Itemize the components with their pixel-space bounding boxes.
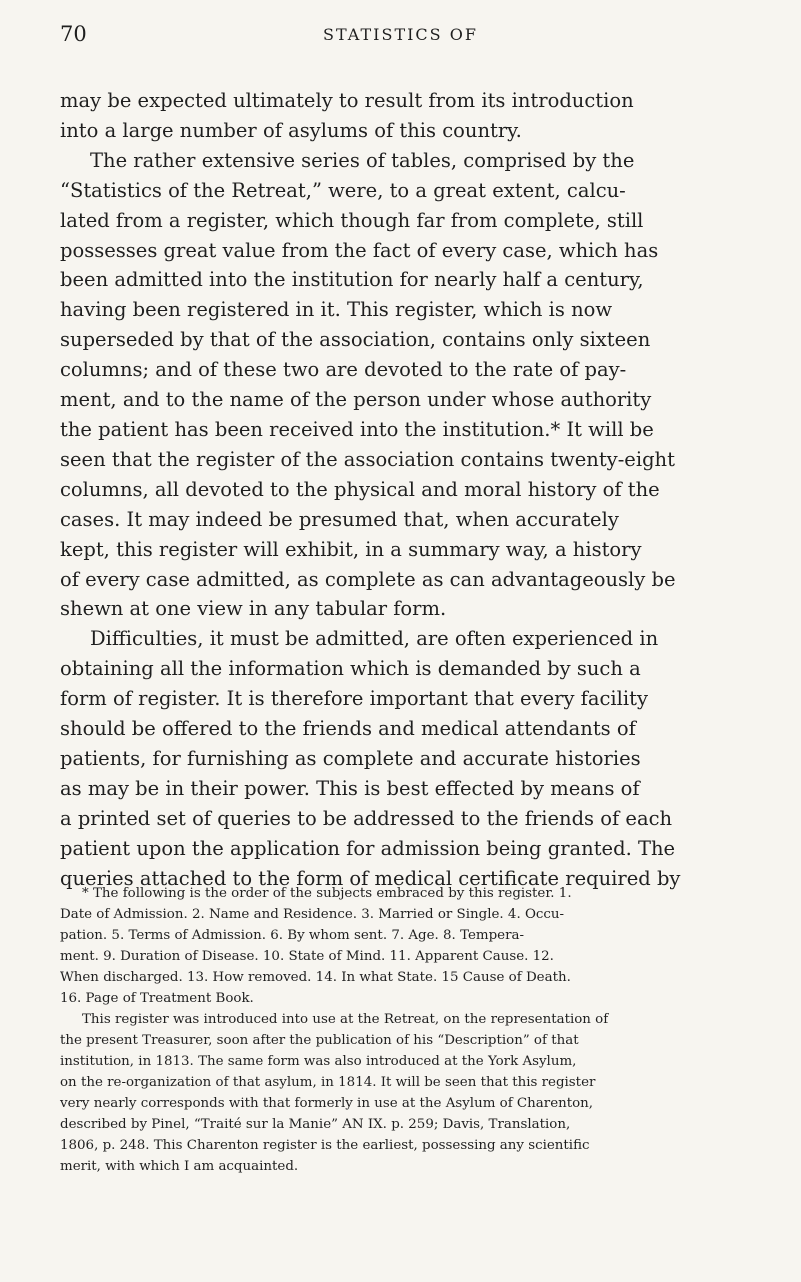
text-line: “Statistics of the Retreat,” were, to a great extent, calcu- [60, 178, 626, 202]
text-line: ment, and to the name of the person under whose authority [60, 388, 652, 412]
footnote-line: the present Treasurer, soon after the publication of his “Description” of that [60, 1033, 579, 1048]
footnote-line: This register was introduced into use at the Retreat, on the representation of [82, 1012, 609, 1027]
text-line: kept, this register will exhibit, in a summary way, a history [60, 537, 642, 561]
footnote-line: merit, with which I am acquainted. [60, 1159, 299, 1174]
running-head [60, 22, 741, 48]
text-line: patient upon the application for admission being granted. The [60, 836, 676, 860]
text-line: lated from a register, which though far from complete, still [60, 208, 644, 232]
footnote-line: ment. 9. Duration of Disease. 10. State of Mind. 11. Apparent Cause. 12. [60, 949, 554, 964]
text-line: columns; and of these two are devoted to the rate of pay- [60, 358, 627, 382]
text-line: the patient has been received into the institution.* It will be [60, 417, 654, 441]
text-line: as may be in their power. This is best effected by means of [60, 776, 640, 800]
text-line: seen that the register of the association contains twenty-eight [60, 447, 675, 471]
footnote-line: on the re-organization of that asylum, in 1814. It will be seen that this register [60, 1075, 596, 1090]
footnote [60, 883, 750, 1177]
text-line: of every case admitted, as complete as can advantageously be [60, 567, 676, 591]
footnote-line: institution, in 1813. The same form was also introduced at the York Asylum, [60, 1054, 577, 1069]
text-line: cases. It may indeed be presumed that, when accurately [60, 507, 619, 531]
text-line: obtaining all the information which is demanded by such a [60, 657, 641, 681]
text-line: should be offered to the friends and medical attendants of [60, 717, 636, 741]
text-line: queries attached to the form of medical certificate required by [60, 866, 681, 890]
text-line: may be expected ultimately to result from its introduction [60, 89, 634, 112]
text-line: The rather extensive series of tables, comprised by the [90, 148, 635, 172]
text-line: been admitted into the institution for nearly half a century, [60, 268, 644, 292]
text-line: columns, all devoted to the physical and moral history of the [60, 477, 660, 501]
footnote-line: * The following is the order of the subjects embraced by this register. 1. [82, 886, 572, 901]
text-line: into a large number of asylums of this country. [60, 118, 522, 142]
text-line: possesses great value from the fact of every case, which has [60, 238, 659, 262]
footnote-line: pation. 5. Terms of Admission. 6. By whom sent. 7. Age. 8. Tempera- [60, 928, 524, 943]
footnote-line: 1806, p. 248. This Charenton register is the earliest, possessing any scientific [60, 1138, 590, 1153]
footnote-line: Date of Admission. 2. Name and Residence. 3. Married or Single. 4. Occu- [60, 907, 565, 922]
text-line: shewn at one view in any tabular form. [60, 597, 447, 621]
footnote-line: 16. Page of Treatment Book. [60, 991, 254, 1006]
text-line: form of register. It is therefore important that every facility [60, 687, 648, 711]
footnote-line: When discharged. 13. How removed. 14. In what State. 15 Cause of Death. [60, 970, 571, 985]
text-line: a printed set of queries to be addressed to the friends of each [60, 806, 673, 830]
page-number: 70 [60, 22, 87, 46]
text-line: superseded by that of the association, contains only sixteen [60, 328, 651, 352]
text-line: patients, for furnishing as complete and accurate histories [60, 746, 641, 770]
footnote-line: described by Pinel, “Traité sur la Manie” AN IX. p. 259; Davis, Translation, [60, 1117, 571, 1132]
running-title: STATISTICS OF [323, 25, 478, 44]
text-line: Difficulties, it must be admitted, are often experienced in [90, 627, 659, 651]
main-text [60, 86, 750, 893]
footnote-line: very nearly corresponds with that formerly in use at the Asylum of Charenton, [60, 1096, 594, 1111]
text-line: having been registered in it. This register, which is now [60, 298, 613, 322]
